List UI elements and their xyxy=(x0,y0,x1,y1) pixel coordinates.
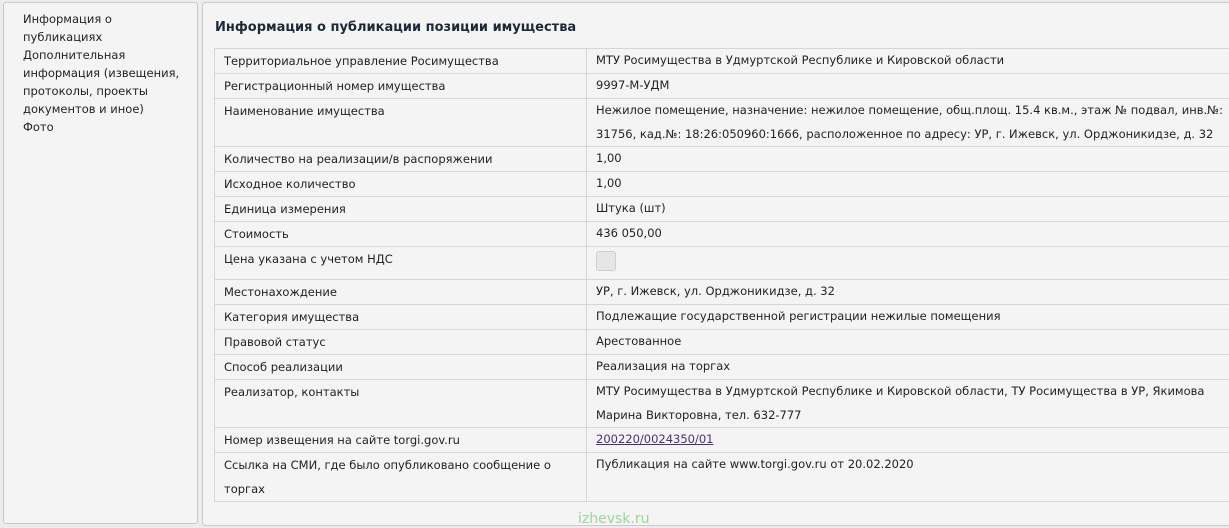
table-row xyxy=(215,453,1229,502)
row-value: МТУ Росимущества в Удмуртской Республике и Кировской области xyxy=(587,49,1229,74)
row-label: Территориальное управление Росимущества xyxy=(215,49,587,74)
row-label: Местонахождение xyxy=(215,280,587,305)
table-row xyxy=(215,428,1229,453)
table-row xyxy=(215,74,1229,99)
table-row xyxy=(215,222,1229,247)
table-row xyxy=(215,305,1229,330)
table-row xyxy=(215,197,1229,222)
row-label: Единица измерения xyxy=(215,197,587,222)
table-row xyxy=(215,49,1229,74)
row-label: Правовой статус xyxy=(215,330,587,355)
row-value: 9997-М-УДМ xyxy=(587,74,1229,99)
row-value: УР, г. Ижевск, ул. Орджоникидзе, д. 32 xyxy=(587,280,1229,305)
row-value: Нежилое помещение, назначение: нежилое помещение, общ.площ. 15.4 кв.м., этаж № подвал, инв.№: 31756, кад.№: 18:26:050960:1666, расположенное по адресу: УР, г. Ижевск, ул. Орджоникидзе, д. 32 xyxy=(587,99,1229,147)
row-value: 436 050,00 xyxy=(587,222,1229,247)
nav-item-additional-info[interactable]: Дополнительная информация (извещения, протоколы, проекты документов и иное) xyxy=(23,48,180,116)
row-label: Количество на реализации/в распоряжении xyxy=(215,147,587,172)
row-value: Реализация на торгах xyxy=(587,355,1229,380)
table-row xyxy=(215,172,1229,197)
table-row xyxy=(215,330,1229,355)
table-row xyxy=(215,355,1229,380)
row-value: МТУ Росимущества в Удмуртской Республике и Кировской области, ТУ Росимущества в УР, Якимова Марина Викторовна, тел. 632-777 xyxy=(587,380,1229,428)
row-label: Реализатор, контакты xyxy=(215,380,587,428)
sidebar-nav xyxy=(3,2,198,524)
nav-item-photo[interactable]: Фото xyxy=(23,120,54,134)
row-label: Стоимость xyxy=(215,222,587,247)
table-row xyxy=(215,280,1229,305)
table-row xyxy=(215,147,1229,172)
table-row xyxy=(215,380,1229,428)
vat-checkbox-cell xyxy=(587,247,1229,280)
row-value: Публикация на сайте www.torgi.gov.ru от 20.02.2020 xyxy=(587,453,1229,502)
notice-number-cell xyxy=(587,428,1229,453)
row-label: Цена указана с учетом НДС xyxy=(215,247,587,280)
row-label: Наименование имущества xyxy=(215,99,587,147)
row-label: Номер извещения на сайте torgi.gov.ru xyxy=(215,428,587,453)
row-value: Арестованное xyxy=(587,330,1229,355)
notice-number-link[interactable]: 200220/0024350/01 xyxy=(596,432,714,446)
page-title: Информация о публикации позиции имущества xyxy=(215,20,577,35)
row-value: 1,00 xyxy=(587,147,1229,172)
row-value: Штука (шт) xyxy=(587,197,1229,222)
property-info-table xyxy=(214,48,1229,502)
nav-item-publications-info[interactable]: Информация о публикациях xyxy=(23,12,112,44)
row-label: Категория имущества xyxy=(215,305,587,330)
row-label: Способ реализации xyxy=(215,355,587,380)
vat-included-checkbox[interactable] xyxy=(596,251,616,271)
row-label: Регистрационный номер имущества xyxy=(215,74,587,99)
row-label: Исходное количество xyxy=(215,172,587,197)
table-row xyxy=(215,247,1229,280)
row-value: Подлежащие государственной регистрации нежилые помещения xyxy=(587,305,1229,330)
watermark: izhevsk.ru xyxy=(578,511,650,527)
table-row xyxy=(215,99,1229,147)
main-panel xyxy=(202,2,1229,526)
row-value: 1,00 xyxy=(587,172,1229,197)
row-label: Ссылка на СМИ, где было опубликовано сообщение о торгах xyxy=(215,453,587,502)
